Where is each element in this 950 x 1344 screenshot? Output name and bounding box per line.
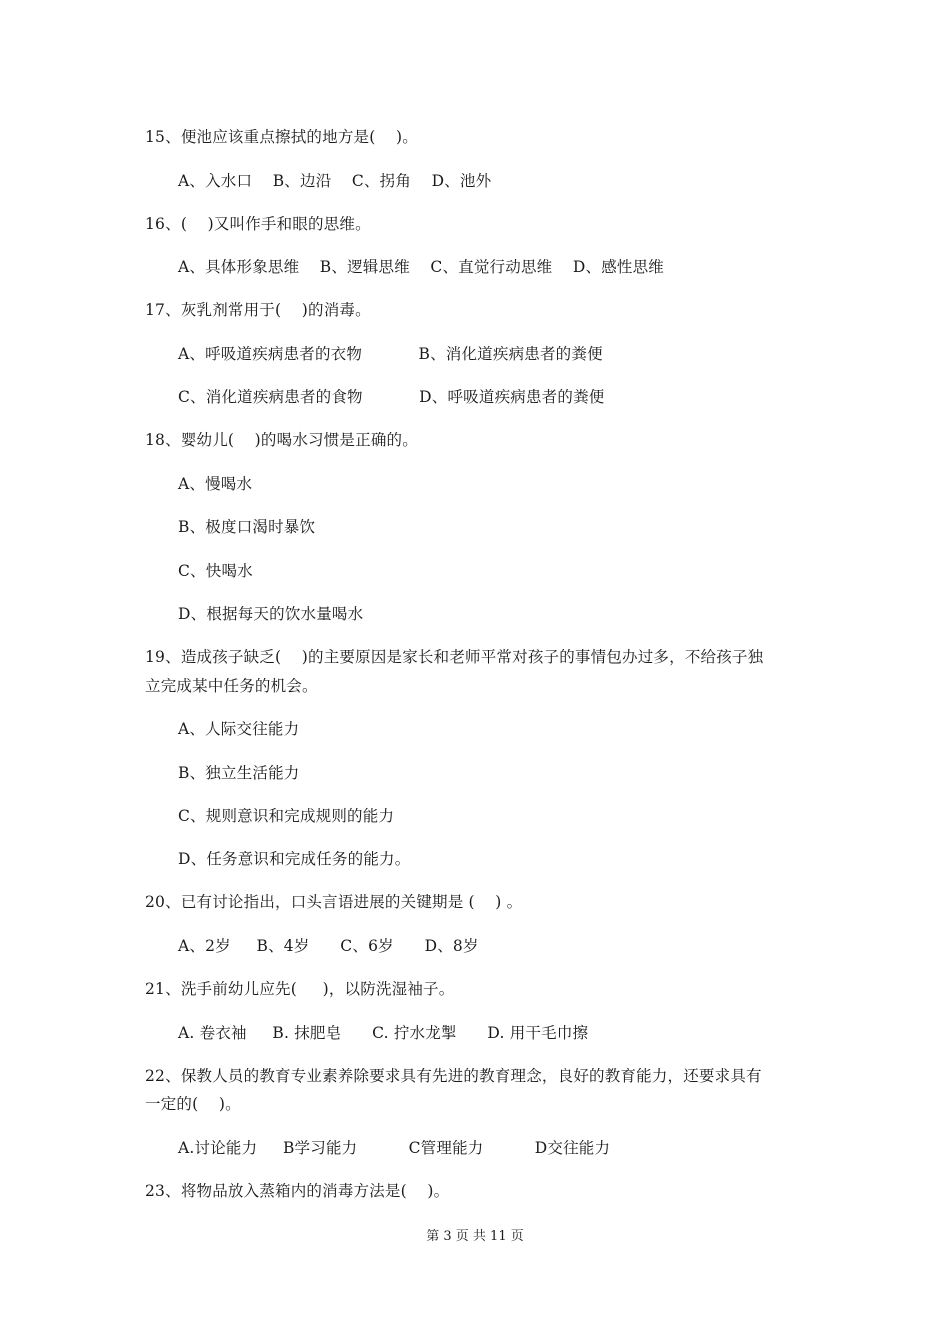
question-19-option-b: B、独立生活能力 (178, 764, 300, 782)
question-23-stem: 23、将物品放入蒸箱内的消毒方法是( )。 (145, 1182, 450, 1200)
question-19-stem-line-2: 立完成某中任务的机会。 (145, 677, 318, 695)
question-21-stem: 21、洗手前幼儿应先( )，以防洗湿袖子。 (145, 980, 455, 998)
question-18-option-c: C、快喝水 (178, 562, 253, 580)
question-17-options-row-1: A、呼吸道疾病患者的衣物 B、消化道疾病患者的粪便 (178, 345, 603, 363)
question-22-options: A.讨论能力 B学习能力 C管理能力 D交往能力 (178, 1139, 611, 1157)
question-19-option-a: A、人际交往能力 (178, 720, 300, 738)
question-18-option-a: A、慢喝水 (178, 475, 253, 493)
question-19-option-d: D、任务意识和完成任务的能力。 (178, 850, 411, 868)
question-22-stem-line-1: 22、保教人员的教育专业素养除要求具有先进的教育理念，良好的教育能力，还要求具有 (145, 1067, 762, 1085)
question-18-option-d: D、根据每天的饮水量喝水 (178, 605, 364, 623)
page-footer: 第 3 页 共 11 页 (426, 1229, 524, 1244)
question-17-stem: 17、灰乳剂常用于( )的消毒。 (145, 301, 371, 319)
question-18-option-b: B、极度口渴时暴饮 (178, 518, 316, 536)
question-16-options: A、具体形象思维 B、逻辑思维 C、直觉行动思维 D、感性思维 (178, 258, 664, 276)
question-19-stem-line-1: 19、造成孩子缺乏( )的主要原因是家长和老师平常对孩子的事情包办过多，不给孩子独 (145, 648, 764, 666)
question-15-options: A、入水口 B、边沿 C、拐角 D、池外 (178, 172, 492, 190)
question-18-stem: 18、婴幼儿( )的喝水习惯是正确的。 (145, 431, 418, 449)
question-17-options-row-2: C、消化道疾病患者的食物 D、呼吸道疾病患者的粪便 (178, 388, 605, 406)
question-15-stem: 15、便池应该重点擦拭的地方是( )。 (145, 128, 418, 146)
question-20-stem: 20、已有讨论指出，口头言语进展的关键期是 ( ) 。 (145, 893, 523, 911)
question-22-stem-line-2: 一定的( )。 (145, 1095, 241, 1113)
question-19-option-c: C、规则意识和完成规则的能力 (178, 807, 395, 825)
question-21-options: A. 卷衣袖 B. 抹肥皂 C. 拧水龙掣 D. 用干毛巾擦 (178, 1024, 589, 1042)
question-20-options: A、2岁 B、4岁 C、6岁 D、8岁 (178, 937, 479, 955)
question-16-stem: 16、( )又叫作手和眼的思维。 (145, 215, 371, 233)
